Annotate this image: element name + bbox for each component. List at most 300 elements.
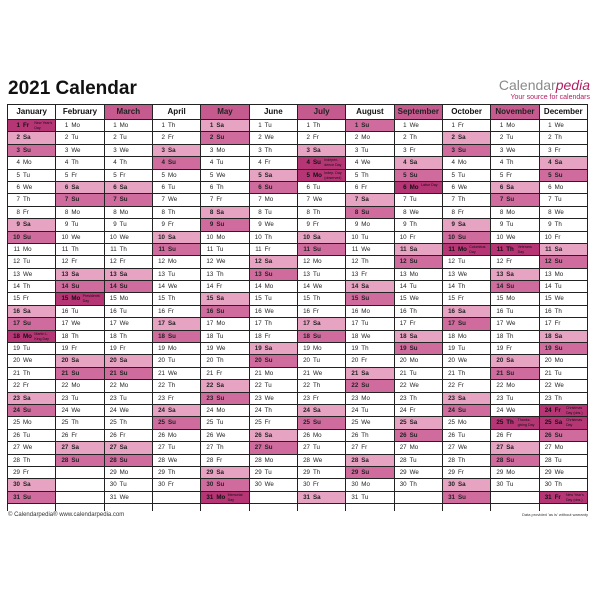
day-number: 9 (209, 221, 214, 229)
weekday-abbrev: Tu (264, 468, 272, 476)
weekday-abbrev: We (216, 258, 226, 266)
weekday-abbrev: Th (119, 159, 127, 167)
weekday-abbrev: Sa (71, 270, 79, 278)
day-cell (298, 479, 345, 491)
day-cell (56, 331, 103, 343)
day-number: 21 (206, 369, 214, 377)
weekday-abbrev: Sa (167, 146, 176, 154)
day-number: 9 (403, 221, 407, 229)
day-number: 17 (158, 320, 165, 328)
day-number: 6 (403, 183, 407, 191)
day-number: 1 (548, 122, 552, 129)
day-number: 27 (303, 444, 310, 452)
day-number: 14 (158, 283, 165, 291)
day-cell (56, 194, 103, 206)
day-cell (346, 219, 393, 231)
day-number: 5 (548, 171, 552, 179)
day-cell (395, 380, 442, 392)
weekday-abbrev: Su (361, 208, 370, 216)
day-number: 23 (61, 394, 69, 402)
weekday-abbrev: Tu (23, 345, 30, 353)
day-cell (56, 182, 103, 194)
day-cell (250, 170, 297, 182)
day-number: 22 (448, 382, 455, 390)
day-cell (105, 281, 152, 293)
weekday-abbrev: Th (409, 481, 417, 489)
day-number: 11 (496, 245, 504, 253)
day-cell (201, 343, 248, 355)
weekday-abbrev: Mo (554, 183, 564, 191)
day-number: 6 (113, 183, 117, 191)
weekday-abbrev: We (71, 146, 81, 154)
day-number: 5 (499, 171, 504, 179)
day-cell (153, 170, 200, 182)
day-cell (153, 380, 200, 392)
day-cell (56, 318, 103, 330)
weekday-abbrev: Su (312, 419, 321, 427)
weekday-abbrev: Sa (216, 122, 224, 129)
day-number: 26 (448, 431, 455, 439)
day-number: 8 (209, 208, 214, 216)
day-number: 22 (13, 382, 20, 390)
weekday-abbrev: Sa (23, 481, 31, 489)
day-number: 13 (158, 270, 165, 278)
day-cell (56, 430, 103, 442)
day-cell (250, 442, 297, 454)
weekday-abbrev: We (119, 406, 129, 414)
day-cell (395, 331, 442, 343)
day-number: 6 (258, 183, 262, 191)
day-number: 15 (448, 295, 455, 303)
day-cell (443, 479, 490, 491)
day-number: 13 (254, 270, 262, 278)
day-cell (298, 145, 345, 157)
day-cell (56, 355, 103, 367)
weekday-abbrev: Fr (361, 444, 368, 452)
day-cell (56, 157, 103, 169)
day-cell (540, 207, 587, 219)
day-cell (201, 207, 248, 219)
day-number: 12 (254, 258, 262, 266)
day-cell (540, 293, 587, 305)
day-cell (250, 380, 297, 392)
day-number: 31 (544, 493, 552, 501)
day-cell (298, 492, 345, 504)
day-cell (491, 479, 538, 491)
day-cell (298, 355, 345, 367)
weekday-abbrev: Fr (264, 419, 271, 427)
day-cell (346, 455, 393, 467)
weekday-abbrev: We (119, 146, 129, 154)
weekday-abbrev: We (554, 468, 564, 476)
day-cell (443, 331, 490, 343)
day-cell (8, 293, 55, 305)
day-number: 4 (161, 159, 165, 167)
weekday-abbrev: Fr (409, 233, 416, 241)
weekday-abbrev: We (409, 382, 419, 390)
day-number: 18 (303, 332, 310, 340)
day-number: 28 (109, 456, 117, 464)
weekday-abbrev: Mo (361, 481, 370, 489)
day-number: 5 (64, 171, 69, 179)
day-cell (250, 281, 297, 293)
day-number: 26 (254, 431, 262, 439)
day-cell (105, 393, 152, 405)
day-cell (443, 417, 490, 429)
day-number: 1 (161, 122, 165, 129)
weekday-abbrev: Th (409, 134, 417, 142)
day-number: 28 (206, 456, 214, 464)
day-number: 4 (16, 159, 20, 167)
brand-logo[interactable] (499, 78, 590, 102)
day-number: 11 (158, 245, 165, 253)
weekday-abbrev: Mo (409, 183, 419, 191)
day-number: 23 (206, 394, 214, 402)
day-number: 11 (13, 245, 20, 253)
day-number: 2 (161, 134, 165, 142)
day-cell (443, 157, 490, 169)
day-number: 31 (109, 493, 117, 501)
day-number: 12 (496, 258, 504, 266)
day-number: 29 (206, 468, 214, 476)
day-cell (491, 343, 538, 355)
day-cell (250, 343, 297, 355)
weekday-abbrev: We (554, 295, 564, 303)
day-number: 20 (544, 357, 552, 365)
day-cell (395, 157, 442, 169)
weekday-abbrev: Th (457, 456, 466, 464)
weekday-abbrev: Tu (119, 481, 127, 489)
day-cell (8, 430, 55, 442)
day-number: 27 (206, 444, 214, 452)
day-number: 10 (448, 233, 455, 241)
day-number: 19 (351, 345, 359, 353)
day-number: 21 (496, 369, 504, 377)
day-cell (105, 355, 152, 367)
day-cell (105, 194, 152, 206)
day-number: 4 (64, 159, 69, 167)
day-number: 15 (351, 295, 359, 303)
day-number: 4 (113, 159, 117, 167)
day-cell (443, 380, 490, 392)
weekday-abbrev: Mo (264, 196, 274, 204)
day-cell (540, 145, 587, 157)
weekday-abbrev: Tu (506, 307, 514, 315)
month-header: January (8, 105, 55, 120)
weekday-abbrev: Th (264, 406, 272, 414)
day-number: 2 (403, 134, 407, 142)
weekday-abbrev: Su (554, 345, 563, 353)
day-cell (201, 132, 248, 144)
day-cell (540, 393, 587, 405)
day-cell (395, 170, 442, 182)
day-number: 21 (13, 369, 20, 377)
day-cell (540, 442, 587, 454)
day-number: 16 (13, 307, 20, 315)
day-cell (491, 232, 538, 244)
weekday-abbrev: Sa (409, 419, 418, 427)
day-number: 22 (544, 382, 552, 390)
day-number: 17 (254, 320, 262, 328)
day-cell (540, 182, 587, 194)
day-cell (201, 170, 248, 182)
day-number: 28 (496, 456, 504, 464)
brand-name-part1: Calendar (498, 77, 556, 93)
weekday-abbrev: We (71, 406, 81, 414)
weekday-abbrev: Mo (71, 382, 80, 390)
weekday-abbrev: Sa (457, 221, 466, 229)
day-cell (443, 256, 490, 268)
day-cell (298, 170, 345, 182)
day-number: 28 (254, 456, 262, 464)
day-number: 21 (61, 369, 69, 377)
weekday-abbrev: Tu (457, 258, 465, 266)
day-number: 27 (254, 444, 262, 452)
day-cell (540, 479, 587, 491)
weekday-abbrev: Tu (312, 357, 320, 365)
day-number: 3 (16, 146, 20, 154)
day-number: 18 (351, 332, 359, 340)
day-cell (201, 417, 248, 429)
day-number: 20 (303, 357, 310, 365)
day-number: 2 (451, 134, 455, 142)
day-number: 1 (64, 122, 69, 129)
day-cell (298, 430, 345, 442)
day-cell (56, 244, 103, 256)
weekday-abbrev: Su (506, 456, 515, 464)
weekday-abbrev: Sa (554, 159, 563, 167)
day-cell (201, 194, 248, 206)
day-cell (443, 194, 490, 206)
day-number: 20 (109, 357, 117, 365)
day-number: 15 (61, 295, 69, 303)
weekday-abbrev: Mo (119, 295, 129, 303)
weekday-abbrev: Su (409, 345, 418, 353)
day-cell (8, 182, 55, 194)
weekday-abbrev: Mo (71, 208, 80, 216)
day-number: 7 (451, 196, 455, 204)
day-number: 24 (448, 406, 455, 414)
weekday-abbrev: We (312, 456, 323, 464)
weekday-abbrev: Mo (409, 357, 419, 365)
day-cell (250, 368, 297, 380)
weekday-abbrev: Mo (216, 493, 226, 501)
day-cell (540, 194, 587, 206)
day-cell (201, 467, 248, 479)
day-number: 25 (544, 419, 552, 427)
day-number: 28 (303, 456, 310, 464)
weekday-abbrev: Tu (71, 221, 79, 229)
weekday-abbrev: Fr (167, 221, 174, 229)
day-number: 8 (16, 208, 20, 216)
day-number: 21 (399, 369, 407, 377)
weekday-abbrev: Sa (554, 419, 563, 427)
day-number: 13 (544, 270, 552, 278)
day-number: 25 (448, 419, 455, 427)
day-cell (8, 281, 55, 293)
weekday-abbrev: Mo (264, 283, 274, 291)
weekday-abbrev: Fr (23, 382, 29, 390)
day-number: 27 (544, 444, 552, 452)
day-number: 16 (254, 307, 262, 315)
day-cell (153, 355, 200, 367)
weekday-abbrev: Su (216, 481, 225, 489)
weekday-abbrev: Tu (506, 221, 514, 229)
weekday-abbrev: Mo (506, 122, 515, 129)
weekday-abbrev: Su (167, 332, 176, 340)
day-cell (56, 393, 103, 405)
day-number: 10 (13, 233, 20, 241)
brand-tagline: Your source for calendars (510, 94, 590, 101)
day-number: 19 (399, 345, 407, 353)
month-header: June (250, 105, 297, 120)
day-cell (298, 132, 345, 144)
day-number: 20 (13, 357, 20, 365)
day-cell (298, 219, 345, 231)
weekday-abbrev: We (361, 419, 371, 427)
day-cell (443, 355, 490, 367)
day-number: 14 (399, 283, 407, 291)
day-number: 25 (61, 419, 69, 427)
day-cell (201, 479, 248, 491)
weekday-abbrev: Sa (506, 357, 514, 365)
weekday-abbrev: Tu (119, 394, 127, 402)
day-number: 9 (64, 221, 69, 229)
day-cell (540, 492, 587, 504)
weekday-abbrev: Sa (23, 307, 31, 315)
day-cell (346, 145, 393, 157)
day-cell (298, 256, 345, 268)
weekday-abbrev: Th (361, 345, 369, 353)
weekday-abbrev: Sa (71, 357, 79, 365)
weekday-abbrev: Su (409, 258, 418, 266)
day-cell (250, 430, 297, 442)
weekday-abbrev: We (457, 357, 468, 365)
day-cell (491, 380, 538, 392)
day-number: 17 (206, 320, 214, 328)
weekday-abbrev: Tu (216, 245, 224, 253)
holiday-label: Christmas Day (obs.) (565, 405, 583, 415)
day-cell (346, 355, 393, 367)
weekday-abbrev: We (71, 233, 81, 241)
month-column-march (105, 105, 153, 511)
day-cell (443, 281, 490, 293)
month-column-may (201, 105, 249, 511)
weekday-abbrev: Fr (457, 382, 464, 390)
weekday-abbrev: Th (119, 332, 127, 340)
day-number: 29 (544, 468, 552, 476)
day-number: 12 (206, 258, 214, 266)
weekday-abbrev: Tu (506, 134, 514, 142)
weekday-abbrev: Th (312, 295, 321, 303)
weekday-abbrev: Th (264, 233, 272, 241)
day-cell (153, 467, 200, 479)
weekday-abbrev: We (216, 345, 226, 353)
weekday-abbrev: Su (23, 406, 31, 414)
day-cell (443, 293, 490, 305)
day-number: 28 (399, 456, 407, 464)
weekday-abbrev: Fr (312, 394, 319, 402)
month-header: April (153, 105, 200, 120)
day-cell (201, 318, 248, 330)
day-cell (491, 269, 538, 281)
day-cell (105, 492, 152, 504)
weekday-abbrev: We (554, 382, 564, 390)
day-cell (8, 417, 55, 429)
day-number: 18 (399, 332, 407, 340)
day-number: 3 (548, 146, 552, 154)
day-cell (395, 281, 442, 293)
weekday-abbrev: Mo (167, 345, 177, 353)
weekday-abbrev: Th (554, 307, 562, 315)
weekday-abbrev: Tu (216, 159, 224, 167)
day-cell (346, 442, 393, 454)
day-number: 11 (110, 245, 117, 253)
day-cell (395, 417, 442, 429)
weekday-abbrev: Th (457, 369, 466, 377)
weekday-abbrev: Tu (554, 196, 562, 204)
weekday-abbrev: Su (167, 245, 176, 253)
day-number: 12 (109, 258, 117, 266)
weekday-abbrev: We (409, 468, 419, 476)
weekday-abbrev: Sa (167, 320, 176, 328)
weekday-abbrev: Th (361, 431, 369, 439)
day-number: 1 (258, 122, 262, 129)
day-cell (491, 405, 538, 417)
day-cell (346, 293, 393, 305)
weekday-abbrev: Th (23, 456, 31, 464)
weekday-abbrev: Tu (457, 345, 465, 353)
month-header: December (540, 105, 587, 120)
day-cell (250, 207, 297, 219)
day-number: 7 (16, 196, 20, 204)
day-cell (201, 256, 248, 268)
day-number: 23 (448, 394, 455, 402)
weekday-abbrev: We (312, 369, 323, 377)
empty-day-cell (56, 492, 103, 504)
day-cell (346, 393, 393, 405)
holiday-label: Columbus Day (469, 244, 486, 254)
day-cell (540, 157, 587, 169)
day-cell (395, 467, 442, 479)
weekday-abbrev: Fr (264, 245, 271, 253)
day-number: 12 (448, 258, 455, 266)
day-cell (201, 120, 248, 132)
weekday-abbrev: Mo (409, 270, 419, 278)
day-number: 11 (255, 245, 262, 253)
day-number: 4 (403, 159, 407, 167)
weekday-abbrev: Fr (312, 481, 319, 489)
weekday-abbrev: Tu (119, 221, 127, 229)
day-number: 30 (448, 481, 455, 489)
weekday-abbrev: Su (361, 122, 370, 129)
day-cell (540, 269, 587, 281)
weekday-abbrev: Su (264, 270, 273, 278)
day-cell (250, 194, 297, 206)
day-number: 27 (496, 444, 504, 452)
weekday-abbrev: Fr (506, 171, 513, 179)
day-number: 19 (109, 345, 117, 353)
day-cell (491, 430, 538, 442)
day-cell (395, 455, 442, 467)
weekday-abbrev: Mo (506, 208, 515, 216)
month-header: July (298, 105, 345, 120)
month-column-august (346, 105, 394, 511)
day-cell (395, 182, 442, 194)
day-cell (105, 343, 152, 355)
month-column-february (56, 105, 104, 511)
weekday-abbrev: Fr (119, 345, 126, 353)
